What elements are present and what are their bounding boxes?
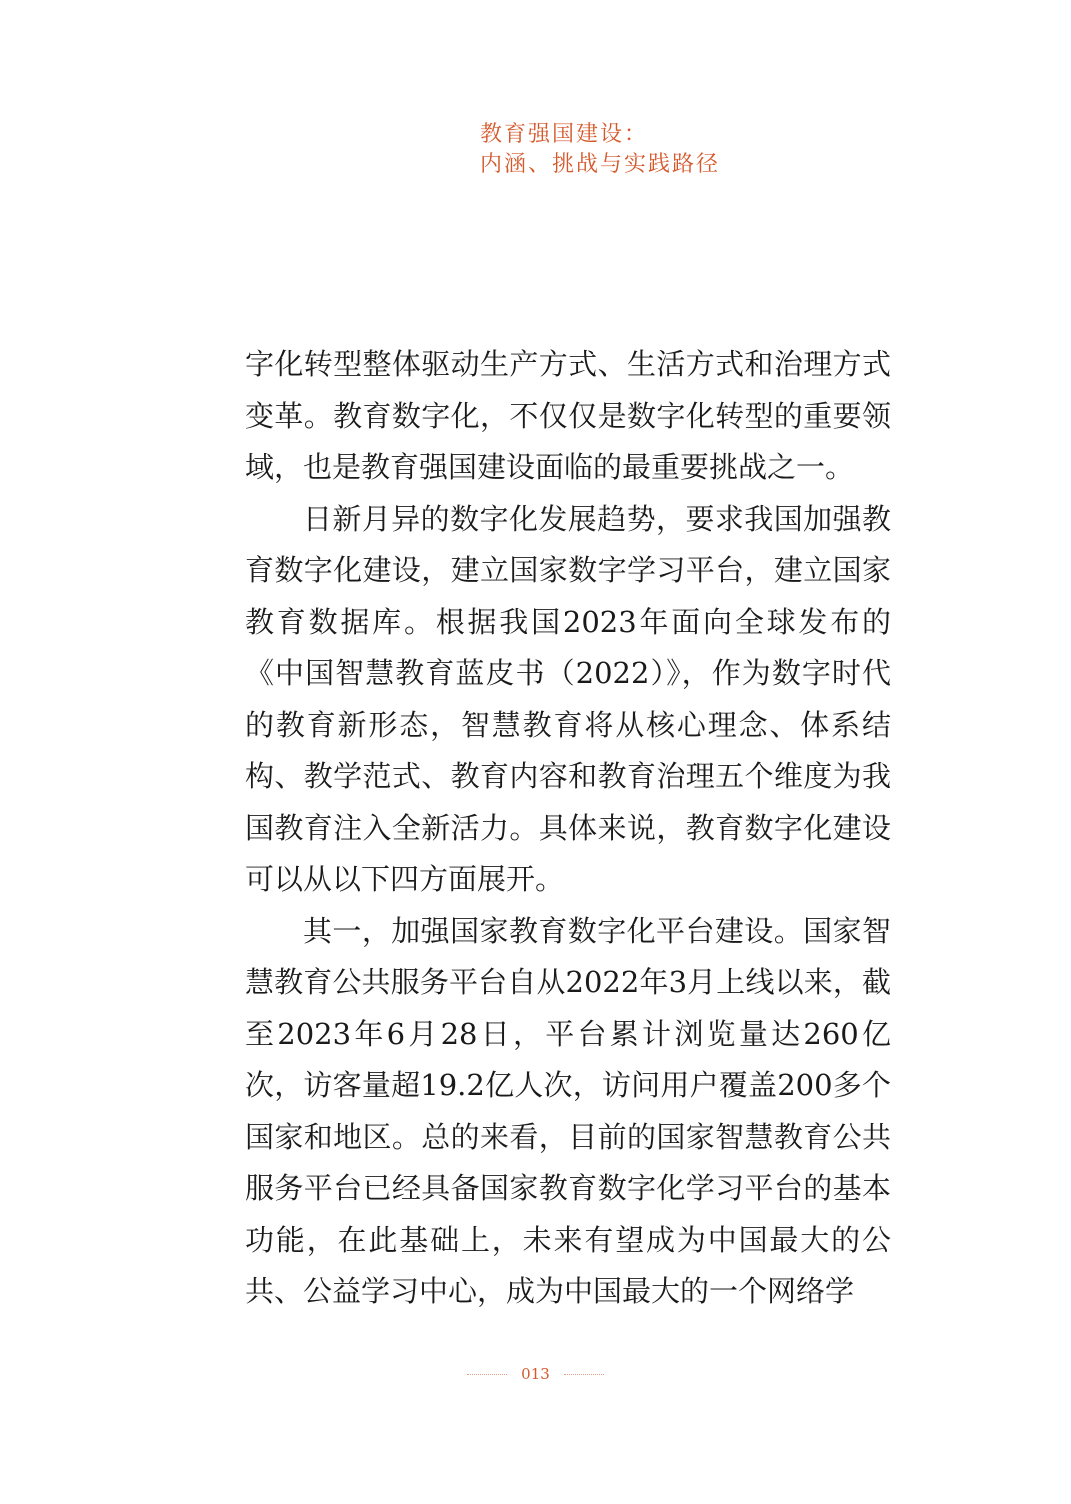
page-number: 013	[521, 1365, 550, 1383]
body-text	[245, 339, 891, 1318]
header-title-line-2: 内涵、挑战与实践路径	[480, 152, 721, 177]
footer-rule-left	[467, 1374, 507, 1375]
running-header	[480, 120, 880, 180]
paragraph-digital-trend: 日新月异的数字化发展趋势，要求我国加强教育数字化建设，建立国家数字学习平台，建立国家教育数据库。根据我国2023年面向全球发布的《中国智慧教育蓝皮书（2022）》，作为数字时代的教育新形态，智慧教育将从核心理念、体系结构、教学范式、教育内容和教育治理五个维度为我国教育注入全新活力。具体来说，教育数字化建设可以从以下四方面展开。	[245, 501, 891, 896]
page-footer	[0, 1362, 1071, 1386]
footer-rule-right	[564, 1374, 604, 1375]
paragraph-continued: 字化转型整体驱动生产方式、生活方式和治理方式变革。教育数字化，不仅仅是数字化转型的重要领域，也是教育强国建设面临的最重要挑战之一。	[245, 347, 891, 484]
header-title-line-1: 教育强国建设：	[480, 122, 649, 147]
paragraph-platform-construction: 其一，加强国家教育数字化平台建设。国家智慧教育公共服务平台自从2022年3月上线以来，截至2023年6月28日，平台累计浏览量达260亿次，访客量超19.2亿人次，访问用户覆盖200多个国家和地区。总的来看，目前的国家智慧教育公共服务平台已经具备国家教育数字化学习平台的基本功能，在此基础上，未来有望成为中国最大的公共、公益学习中心，成为中国最大的一个网络学	[245, 913, 891, 1308]
